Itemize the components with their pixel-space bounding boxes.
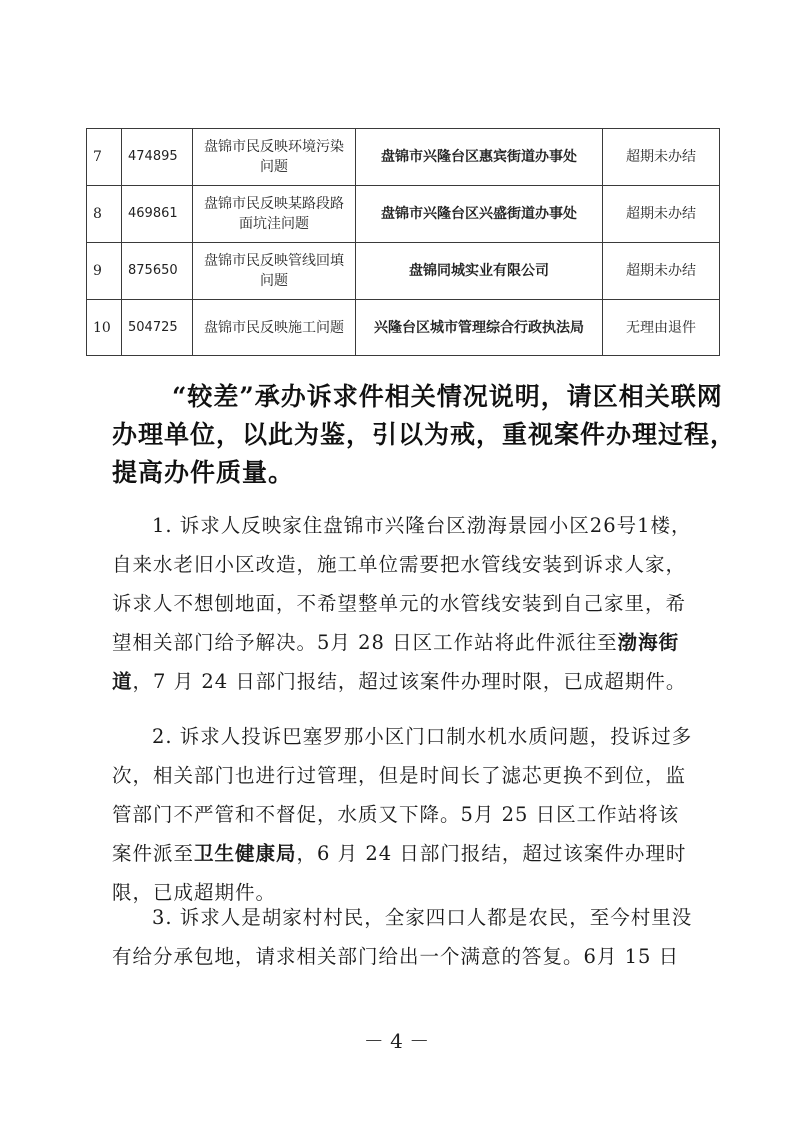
handling-unit: 盘锦市兴隆台区惠宾街道办事处	[356, 129, 603, 186]
table-row	[87, 186, 720, 243]
paragraph-2-line-4	[112, 834, 712, 873]
case-id: 474895	[122, 129, 193, 186]
paragraph-2-unit-health: 卫生健康局	[194, 842, 297, 865]
paragraph-1-line-1: 1. 诉求人反映家住盘锦市兴隆台区渤海景园小区26号1楼，	[152, 514, 692, 537]
case-table-body	[87, 129, 720, 356]
page-number: － 4 －	[363, 1029, 430, 1053]
case-status: 超期未办结	[603, 186, 720, 243]
paragraph-2	[112, 717, 712, 912]
case-title: 盘锦市民反映某路段路面坑洼问题	[193, 186, 356, 243]
paragraph-1-unit-bohai-b: 道	[112, 670, 133, 693]
lead-statement	[112, 378, 737, 492]
paragraph-2-line-2: 次，相关部门也进行过管理，但是时间长了滤芯更换不到位，监	[112, 764, 687, 787]
case-id: 504725	[122, 300, 193, 356]
lead-line-1: “较差”承办诉求件相关情况说明，请区相关联网	[172, 382, 723, 411]
paragraph-2-line-3: 管部门不严管和不督促，水质又下降。5月 25 日区工作站将该	[112, 803, 680, 826]
case-status: 超期未办结	[603, 243, 720, 300]
paragraph-2-line-4-b: ，6 月 24 日部门报结，超过该案件办理时	[296, 842, 687, 865]
row-number: 10	[87, 300, 122, 356]
paragraph-1-line-5	[112, 662, 712, 701]
lead-line-3: 提高办件质量。	[112, 458, 295, 487]
case-table	[86, 128, 720, 356]
case-status: 超期未办结	[603, 129, 720, 186]
paragraph-3-line-2: 有给分承包地，请求相关部门给出一个满意的答复。6月 15 日	[112, 945, 680, 968]
case-title: 盘锦市民反映环境污染问题	[193, 129, 356, 186]
paragraph-1	[112, 506, 712, 701]
handling-unit: 盘锦市兴隆台区兴盛街道办事处	[356, 186, 603, 243]
table-row	[87, 243, 720, 300]
paragraph-3-line-1: 3. 诉求人是胡家村村民，全家四口人都是农民，至今村里没	[152, 906, 693, 929]
table-row	[87, 300, 720, 356]
paragraph-3	[112, 898, 712, 976]
case-id: 469861	[122, 186, 193, 243]
paragraph-1-line-3: 诉求人不想刨地面，不希望整单元的水管线安装到自己家里，希	[112, 592, 687, 615]
paragraph-1-line-4	[112, 623, 712, 662]
table-row	[87, 129, 720, 186]
case-status: 无理由退件	[603, 300, 720, 356]
paragraph-1-line-5-text: ，7 月 24 日部门报结，超过该案件办理时限，已成超期件。	[132, 670, 687, 693]
paragraph-1-line-4-text: 望相关部门给予解决。5月 28 日区工作站将此件派往至	[112, 631, 618, 654]
case-id: 875650	[122, 243, 193, 300]
row-number: 7	[87, 129, 122, 186]
paragraph-1-unit-bohai-a: 渤海街	[617, 631, 680, 654]
paragraph-2-line-5: 限，已成超期件。	[112, 881, 277, 904]
row-number: 8	[87, 186, 122, 243]
lead-line-2: 办理单位，以此为鉴，引以为戒，重视案件办理过程，	[112, 420, 737, 449]
paragraph-2-line-1: 2. 诉求人投诉巴塞罗那小区门口制水机水质问题，投诉过多	[152, 725, 693, 748]
handling-unit: 兴隆台区城市管理综合行政执法局	[356, 300, 603, 356]
case-title: 盘锦市民反映管线回填问题	[193, 243, 356, 300]
paragraph-1-line-2: 自来水老旧小区改造，施工单位需要把水管线安装到诉求人家，	[112, 553, 687, 576]
handling-unit: 盘锦同城实业有限公司	[356, 243, 603, 300]
paragraph-2-line-4-a: 案件派至	[112, 842, 195, 865]
row-number: 9	[87, 243, 122, 300]
case-title: 盘锦市民反映施工问题	[193, 300, 356, 356]
